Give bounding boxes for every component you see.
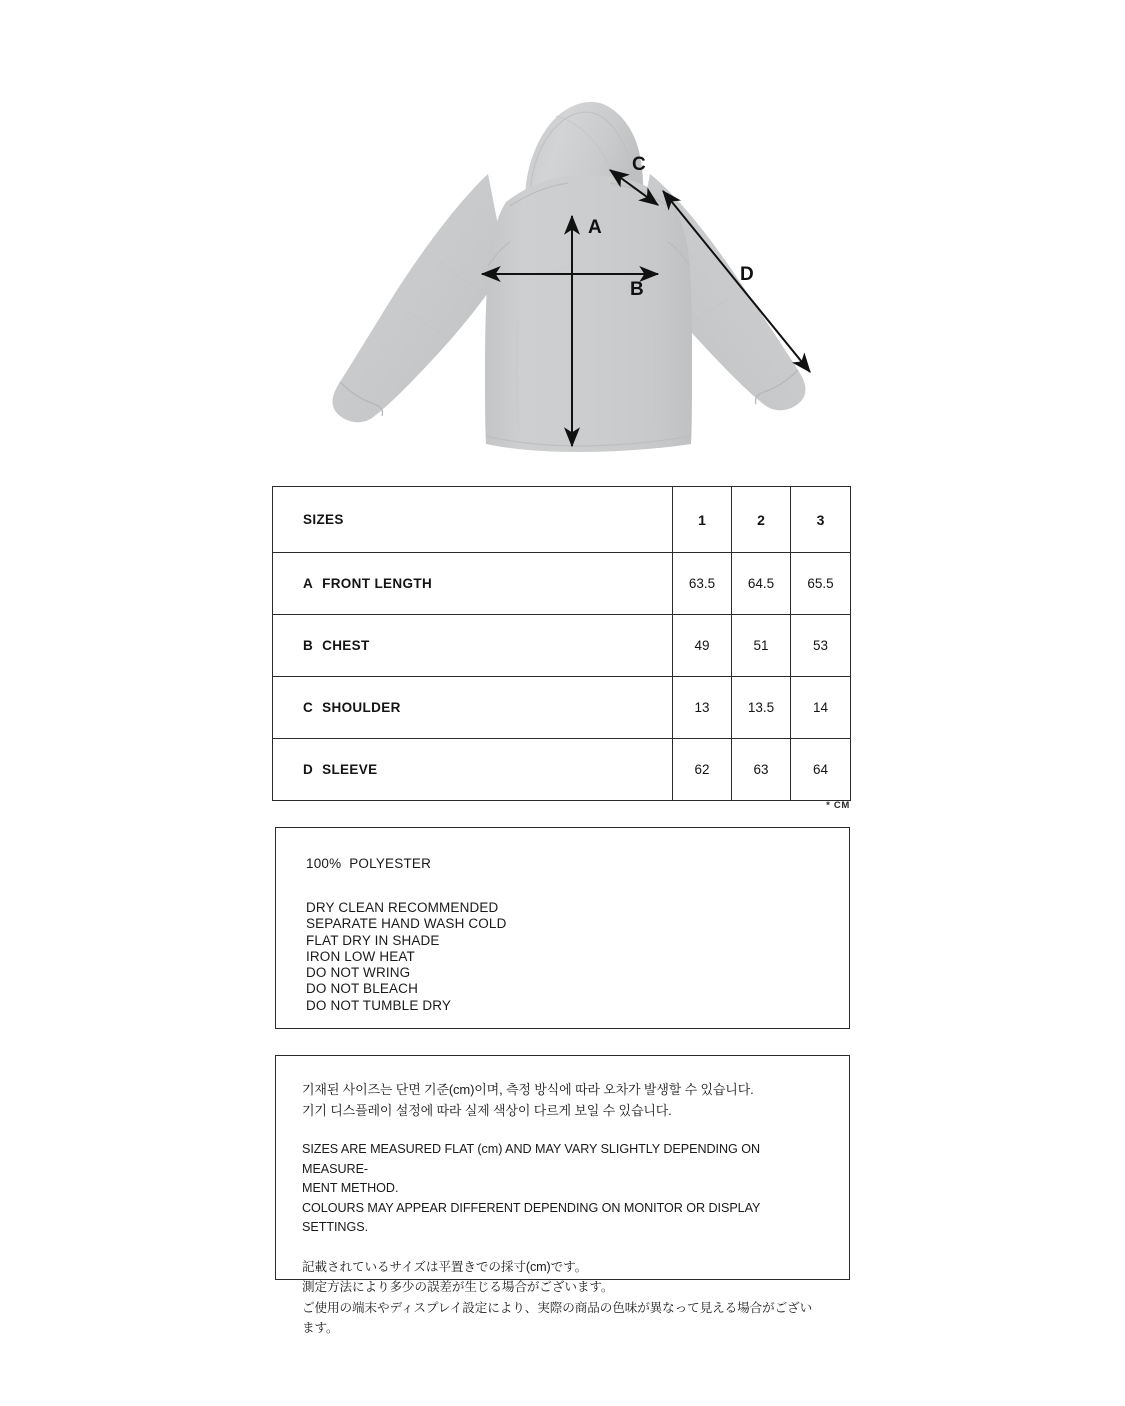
- table-header-size-2: 2: [732, 487, 791, 553]
- row-letter-a: A: [303, 576, 314, 591]
- disclaimer-notes-panel: [275, 1055, 850, 1335]
- list-item: DO NOT TUMBLE DRY: [306, 997, 452, 1013]
- row-letter-d: D: [303, 762, 314, 777]
- dimension-label-b: B: [630, 279, 644, 300]
- note-line: MENT METHOD.: [302, 1181, 399, 1195]
- material-composition: 100% POLYESTER: [306, 856, 432, 871]
- row-letter-b: B: [303, 638, 314, 653]
- row-name-chest: CHEST: [322, 638, 370, 653]
- table-header-row: [273, 487, 851, 553]
- list-item: SEPARATE HAND WASH COLD: [306, 916, 507, 932]
- cell-front-length-2: 64.5: [732, 553, 791, 615]
- list-item: DO NOT BLEACH: [306, 981, 418, 997]
- list-item: DO NOT WRING: [306, 965, 411, 981]
- note-line: SIZES ARE MEASURED FLAT (cm) AND MAY VARY SLIGHTLY DEPENDING ON MEASURE-: [302, 1142, 761, 1176]
- row-label-shoulder: [273, 677, 673, 739]
- size-table-container: [272, 486, 850, 800]
- table-header-sizes: SIZES: [273, 487, 673, 553]
- table-row: [273, 553, 851, 615]
- table-row: [273, 615, 851, 677]
- dimension-label-d: D: [740, 264, 754, 285]
- cell-chest-3: 53: [791, 615, 851, 677]
- note-line: COLOURS MAY APPEAR DIFFERENT DEPENDING ON MONITOR OR DISPLAY SETTINGS.: [302, 1200, 761, 1234]
- cell-front-length-3: 65.5: [791, 553, 851, 615]
- garment-illustration: [310, 70, 830, 470]
- cell-sleeve-2: 63: [732, 739, 791, 801]
- table-row: [273, 739, 851, 801]
- table-row: [273, 677, 851, 739]
- list-item: IRON LOW HEAT: [306, 948, 415, 964]
- note-line: 기기 디스플레이 설정에 따라 실제 색상이 다르게 보일 수 있습니다.: [302, 1103, 672, 1118]
- row-name-sleeve: SLEEVE: [322, 762, 378, 777]
- dimension-label-c: C: [632, 154, 646, 175]
- size-table: [272, 486, 851, 801]
- table-header-size-1: 1: [673, 487, 732, 553]
- cell-sleeve-1: 62: [673, 739, 732, 801]
- row-label-front-length: [273, 553, 673, 615]
- care-instruction-list: [306, 900, 849, 1014]
- row-name-front-length: FRONT LENGTH: [322, 576, 433, 591]
- cell-shoulder-2: 13.5: [732, 677, 791, 739]
- note-japanese: [302, 1257, 823, 1339]
- row-letter-c: C: [303, 700, 314, 715]
- care-instructions-panel: [275, 827, 850, 1029]
- cell-chest-2: 51: [732, 615, 791, 677]
- list-item: DRY CLEAN RECOMMENDED: [306, 900, 499, 915]
- note-line: 記載されているサイズは平置きでの採寸(cm)です。: [302, 1259, 588, 1274]
- row-label-sleeve: [273, 739, 673, 801]
- table-header-size-3: 3: [791, 487, 851, 553]
- note-korean: [302, 1079, 823, 1121]
- cell-sleeve-3: 64: [791, 739, 851, 801]
- note-line: 기재된 사이즈는 단면 기준(cm)이며, 측정 방식에 따라 오차가 발생할 수 있습니다.: [302, 1082, 754, 1097]
- row-name-shoulder: SHOULDER: [322, 700, 401, 715]
- cell-shoulder-1: 13: [673, 677, 732, 739]
- dimension-label-a: A: [588, 217, 602, 238]
- note-english: [302, 1140, 823, 1238]
- list-item: FLAT DRY IN SHADE: [306, 932, 440, 948]
- cell-front-length-1: 63.5: [673, 553, 732, 615]
- cell-chest-1: 49: [673, 615, 732, 677]
- left-sleeve-shape: [333, 174, 506, 422]
- note-line: ご使用の端末やディスプレイ設定により、実際の商品の色味が異なって見える場合がございます。: [302, 1300, 813, 1335]
- note-line: 測定方法により多少の誤差が生じる場合がございます。: [302, 1280, 614, 1294]
- unit-note: * CM: [826, 800, 850, 811]
- cell-shoulder-3: 14: [791, 677, 851, 739]
- row-label-chest: [273, 615, 673, 677]
